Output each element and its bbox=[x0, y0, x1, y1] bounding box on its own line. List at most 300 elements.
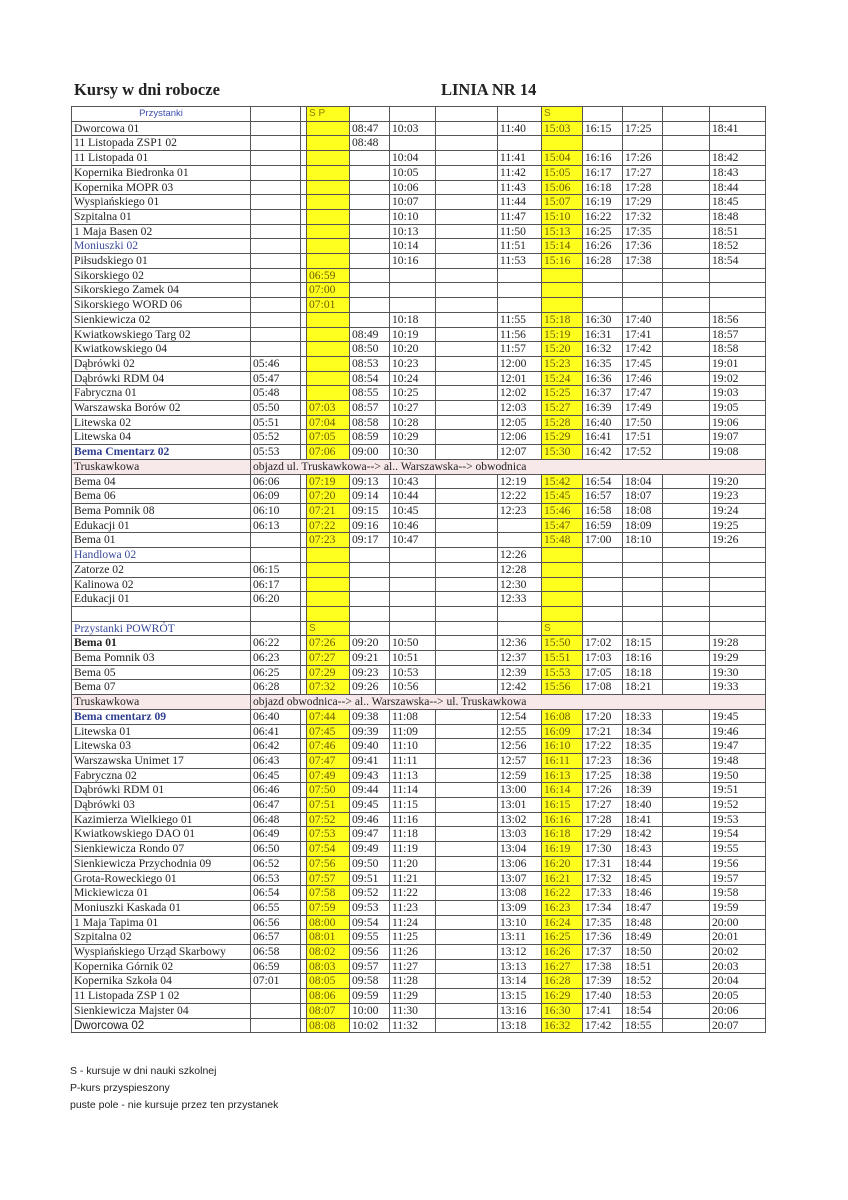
table-row bbox=[72, 283, 766, 298]
departure-time bbox=[307, 548, 350, 563]
departure-time: 18:52 bbox=[710, 239, 766, 254]
departure-time: 16:18 bbox=[542, 827, 583, 842]
stop-name: Dworcowa 01 bbox=[72, 121, 251, 136]
departure-time bbox=[710, 592, 766, 607]
departure-time bbox=[663, 121, 710, 136]
table-row bbox=[72, 445, 766, 460]
departure-time: 16:08 bbox=[542, 709, 583, 724]
departure-time: 17:50 bbox=[623, 415, 663, 430]
departure-time bbox=[542, 268, 583, 283]
departure-time bbox=[436, 121, 498, 136]
departure-time bbox=[436, 842, 498, 857]
departure-time bbox=[251, 312, 301, 327]
departure-time bbox=[350, 239, 390, 254]
departure-time bbox=[350, 209, 390, 224]
departure-time: 10:24 bbox=[390, 371, 436, 386]
table-row bbox=[72, 136, 766, 151]
stop-name: Truskawkowa bbox=[72, 459, 251, 474]
departure-time bbox=[390, 298, 436, 313]
departure-time: 17:00 bbox=[583, 533, 623, 548]
departure-time bbox=[251, 151, 301, 166]
departure-time bbox=[390, 592, 436, 607]
departure-time: 15:23 bbox=[542, 356, 583, 371]
departure-time bbox=[623, 606, 663, 621]
departure-time: 06:46 bbox=[251, 783, 301, 798]
departure-time: 06:41 bbox=[251, 724, 301, 739]
departure-time bbox=[663, 1003, 710, 1018]
departure-time bbox=[436, 651, 498, 666]
departure-time: 09:59 bbox=[350, 989, 390, 1004]
departure-time: 20:04 bbox=[710, 974, 766, 989]
stop-name: Litewska 02 bbox=[72, 415, 251, 430]
departure-time: 17:38 bbox=[623, 254, 663, 269]
departure-time: 10:29 bbox=[390, 430, 436, 445]
departure-time: 18:42 bbox=[710, 151, 766, 166]
stop-name: Sienkiewicza Majster 04 bbox=[72, 1003, 251, 1018]
column-flag bbox=[251, 621, 301, 636]
departure-time bbox=[623, 268, 663, 283]
departure-time: 11:27 bbox=[390, 959, 436, 974]
stop-name: Wyspiańskiego 01 bbox=[72, 195, 251, 210]
departure-time: 20:05 bbox=[710, 989, 766, 1004]
departure-time: 08:08 bbox=[307, 1018, 350, 1033]
departure-time: 13:11 bbox=[498, 930, 542, 945]
departure-time: 11:30 bbox=[390, 1003, 436, 1018]
departure-time bbox=[307, 371, 350, 386]
stop-name: Bema 05 bbox=[72, 665, 251, 680]
stop-name: Edukacji 01 bbox=[72, 518, 251, 533]
departure-time: 07:04 bbox=[307, 415, 350, 430]
departure-time: 17:36 bbox=[583, 930, 623, 945]
departure-time bbox=[350, 298, 390, 313]
departure-time: 17:08 bbox=[583, 680, 623, 695]
departure-time: 18:54 bbox=[710, 254, 766, 269]
departure-time: 13:07 bbox=[498, 871, 542, 886]
departure-time: 07:19 bbox=[307, 474, 350, 489]
departure-time bbox=[710, 577, 766, 592]
departure-time: 18:43 bbox=[623, 842, 663, 857]
departure-time: 13:03 bbox=[498, 827, 542, 842]
departure-time bbox=[390, 268, 436, 283]
departure-time: 05:50 bbox=[251, 401, 301, 416]
departure-time bbox=[436, 915, 498, 930]
departure-time: 17:03 bbox=[583, 651, 623, 666]
column-flag bbox=[350, 621, 390, 636]
departure-time bbox=[663, 165, 710, 180]
departure-time bbox=[350, 592, 390, 607]
table-row bbox=[72, 974, 766, 989]
departure-time: 09:49 bbox=[350, 842, 390, 857]
departure-time: 07:26 bbox=[307, 636, 350, 651]
departure-time bbox=[436, 753, 498, 768]
departure-time: 19:52 bbox=[710, 798, 766, 813]
departure-time bbox=[663, 518, 710, 533]
departure-time bbox=[710, 562, 766, 577]
departure-time: 11:47 bbox=[498, 209, 542, 224]
departure-time: 09:26 bbox=[350, 680, 390, 695]
departure-time bbox=[307, 577, 350, 592]
departure-time: 16:23 bbox=[542, 900, 583, 915]
table-row bbox=[72, 680, 766, 695]
departure-time: 06:22 bbox=[251, 636, 301, 651]
timetable bbox=[71, 106, 766, 1033]
departure-time: 06:13 bbox=[251, 518, 301, 533]
departure-time: 10:47 bbox=[390, 533, 436, 548]
departure-time: 10:23 bbox=[390, 356, 436, 371]
departure-time: 15:03 bbox=[542, 121, 583, 136]
departure-time: 08:01 bbox=[307, 930, 350, 945]
departure-time bbox=[307, 592, 350, 607]
departure-time: 15:51 bbox=[542, 651, 583, 666]
departure-time: 16:35 bbox=[583, 356, 623, 371]
departure-time: 18:52 bbox=[623, 974, 663, 989]
departure-time: 06:54 bbox=[251, 886, 301, 901]
stop-name: Dworcowa 02 bbox=[72, 1018, 251, 1033]
departure-time: 11:44 bbox=[498, 195, 542, 210]
table-row bbox=[72, 239, 766, 254]
departure-time bbox=[350, 180, 390, 195]
departure-time bbox=[436, 371, 498, 386]
departure-time: 07:52 bbox=[307, 812, 350, 827]
departure-time: 16:22 bbox=[583, 209, 623, 224]
departure-time: 11:20 bbox=[390, 856, 436, 871]
departure-time: 18:55 bbox=[623, 1018, 663, 1033]
departure-time: 11:14 bbox=[390, 783, 436, 798]
departure-time: 11:08 bbox=[390, 709, 436, 724]
departure-time: 17:40 bbox=[583, 989, 623, 1004]
departure-time: 19:26 bbox=[710, 533, 766, 548]
departure-time: 20:07 bbox=[710, 1018, 766, 1033]
departure-time: 17:42 bbox=[583, 1018, 623, 1033]
departure-time bbox=[350, 195, 390, 210]
departure-time bbox=[436, 489, 498, 504]
departure-time bbox=[350, 268, 390, 283]
departure-time: 07:23 bbox=[307, 533, 350, 548]
departure-time bbox=[663, 327, 710, 342]
departure-time: 07:27 bbox=[307, 651, 350, 666]
departure-time bbox=[663, 709, 710, 724]
return-header-row bbox=[72, 621, 766, 636]
departure-time bbox=[436, 268, 498, 283]
table-row bbox=[72, 165, 766, 180]
departure-time: 10:25 bbox=[390, 386, 436, 401]
departure-time bbox=[663, 503, 710, 518]
table-row bbox=[72, 1018, 766, 1033]
departure-time bbox=[436, 930, 498, 945]
departure-time bbox=[663, 798, 710, 813]
departure-time: 15:19 bbox=[542, 327, 583, 342]
departure-time: 17:47 bbox=[623, 386, 663, 401]
departure-time: 17:27 bbox=[583, 798, 623, 813]
departure-time: 19:59 bbox=[710, 900, 766, 915]
departure-time bbox=[663, 533, 710, 548]
departure-time: 15:48 bbox=[542, 533, 583, 548]
departure-time: 08:47 bbox=[350, 121, 390, 136]
departure-time bbox=[350, 562, 390, 577]
table-row bbox=[72, 224, 766, 239]
departure-time: 15:45 bbox=[542, 489, 583, 504]
column-flag: S bbox=[307, 621, 350, 636]
departure-time bbox=[623, 592, 663, 607]
departure-time: 16:25 bbox=[583, 224, 623, 239]
departure-time: 12:56 bbox=[498, 739, 542, 754]
departure-time: 08:55 bbox=[350, 386, 390, 401]
departure-time: 07:21 bbox=[307, 503, 350, 518]
stop-name: 11 Listopada ZSP 1 02 bbox=[72, 989, 251, 1004]
departure-time: 17:46 bbox=[623, 371, 663, 386]
table-row bbox=[72, 812, 766, 827]
column-flag bbox=[390, 107, 436, 122]
departure-time: 16:13 bbox=[542, 768, 583, 783]
departure-time: 18:34 bbox=[623, 724, 663, 739]
departure-time: 17:30 bbox=[583, 842, 623, 857]
departure-time: 17:33 bbox=[583, 886, 623, 901]
departure-time bbox=[663, 753, 710, 768]
departure-time: 17:29 bbox=[623, 195, 663, 210]
departure-time: 10:27 bbox=[390, 401, 436, 416]
departure-time: 16:22 bbox=[542, 886, 583, 901]
departure-time: 07:58 bbox=[307, 886, 350, 901]
departure-time: 09:51 bbox=[350, 871, 390, 886]
departure-time: 07:01 bbox=[251, 974, 301, 989]
departure-time: 12:03 bbox=[498, 401, 542, 416]
departure-time: 15:46 bbox=[542, 503, 583, 518]
departure-time bbox=[307, 606, 350, 621]
departure-time: 17:40 bbox=[623, 312, 663, 327]
departure-time: 07:03 bbox=[307, 401, 350, 416]
departure-time: 16:31 bbox=[583, 327, 623, 342]
departure-time: 08:00 bbox=[307, 915, 350, 930]
departure-time bbox=[251, 1003, 301, 1018]
departure-time: 06:10 bbox=[251, 503, 301, 518]
return-section-label: Przystanki POWRÓT bbox=[72, 621, 251, 636]
table-row bbox=[72, 268, 766, 283]
departure-time: 17:37 bbox=[583, 945, 623, 960]
stop-name: Kopernika MOPR 03 bbox=[72, 180, 251, 195]
stop-name: Kwiatkowskiego 04 bbox=[72, 342, 251, 357]
table-row bbox=[72, 798, 766, 813]
departure-time: 06:42 bbox=[251, 739, 301, 754]
page-title: Kursy w dni robocze bbox=[74, 80, 220, 99]
departure-time bbox=[436, 195, 498, 210]
table-row bbox=[72, 636, 766, 651]
departure-time bbox=[663, 842, 710, 857]
departure-time bbox=[663, 959, 710, 974]
departure-time bbox=[623, 577, 663, 592]
departure-time: 19:06 bbox=[710, 415, 766, 430]
departure-time bbox=[710, 268, 766, 283]
departure-time: 11:11 bbox=[390, 753, 436, 768]
departure-time bbox=[663, 254, 710, 269]
departure-time bbox=[498, 518, 542, 533]
table-row bbox=[72, 871, 766, 886]
table-row bbox=[72, 989, 766, 1004]
departure-time: 12:22 bbox=[498, 489, 542, 504]
stop-name: Warszawska Unimet 17 bbox=[72, 753, 251, 768]
departure-time: 16:28 bbox=[542, 974, 583, 989]
table-row bbox=[72, 930, 766, 945]
departure-time bbox=[436, 900, 498, 915]
departure-time: 12:54 bbox=[498, 709, 542, 724]
departure-time: 06:58 bbox=[251, 945, 301, 960]
departure-time bbox=[436, 224, 498, 239]
departure-time: 15:24 bbox=[542, 371, 583, 386]
column-flag bbox=[663, 621, 710, 636]
table-row bbox=[72, 768, 766, 783]
departure-time: 07:50 bbox=[307, 783, 350, 798]
departure-time: 07:20 bbox=[307, 489, 350, 504]
table-row bbox=[72, 724, 766, 739]
departure-time bbox=[663, 577, 710, 592]
departure-time: 07:57 bbox=[307, 871, 350, 886]
departure-time: 15:30 bbox=[542, 445, 583, 460]
departure-time: 19:33 bbox=[710, 680, 766, 695]
departure-time bbox=[498, 533, 542, 548]
departure-time: 17:36 bbox=[623, 239, 663, 254]
stop-name: Bema cmentarz 09 bbox=[72, 709, 251, 724]
departure-time bbox=[663, 871, 710, 886]
departure-time: 18:15 bbox=[623, 636, 663, 651]
stop-name: Bema 01 bbox=[72, 533, 251, 548]
departure-time: 11:09 bbox=[390, 724, 436, 739]
departure-time: 06:40 bbox=[251, 709, 301, 724]
departure-time bbox=[436, 592, 498, 607]
departure-time: 18:21 bbox=[623, 680, 663, 695]
departure-time bbox=[251, 195, 301, 210]
departure-time bbox=[436, 356, 498, 371]
stop-name: Kopernika Szkoła 04 bbox=[72, 974, 251, 989]
stop-name: Litewska 03 bbox=[72, 739, 251, 754]
departure-time bbox=[663, 371, 710, 386]
table-row bbox=[72, 151, 766, 166]
departure-time: 16:30 bbox=[542, 1003, 583, 1018]
departure-time bbox=[498, 268, 542, 283]
departure-time: 06:17 bbox=[251, 577, 301, 592]
departure-time: 17:26 bbox=[623, 151, 663, 166]
table-row bbox=[72, 665, 766, 680]
departure-time: 11:13 bbox=[390, 768, 436, 783]
line-number-title: LINIA NR 14 bbox=[441, 80, 537, 99]
table-row bbox=[72, 651, 766, 666]
stop-name: Sienkiewicza Przychodnia 09 bbox=[72, 856, 251, 871]
departure-time: 11:25 bbox=[390, 930, 436, 945]
departure-time: 13:10 bbox=[498, 915, 542, 930]
departure-time: 19:20 bbox=[710, 474, 766, 489]
departure-time: 12:37 bbox=[498, 651, 542, 666]
departure-time: 13:16 bbox=[498, 1003, 542, 1018]
departure-time bbox=[436, 871, 498, 886]
departure-time: 18:47 bbox=[623, 900, 663, 915]
departure-time: 10:50 bbox=[390, 636, 436, 651]
departure-time bbox=[663, 680, 710, 695]
departure-time: 09:20 bbox=[350, 636, 390, 651]
departure-time bbox=[436, 298, 498, 313]
departure-time bbox=[436, 151, 498, 166]
departure-time: 05:52 bbox=[251, 430, 301, 445]
departure-time bbox=[436, 254, 498, 269]
departure-time bbox=[307, 224, 350, 239]
stop-name: Dąbrówki RDM 04 bbox=[72, 371, 251, 386]
departure-time: 17:20 bbox=[583, 709, 623, 724]
stop-name: Sikorskiego WORD 06 bbox=[72, 298, 251, 313]
departure-time bbox=[350, 151, 390, 166]
departure-time: 10:04 bbox=[390, 151, 436, 166]
departure-time bbox=[436, 724, 498, 739]
table-row bbox=[72, 195, 766, 210]
departure-time bbox=[663, 268, 710, 283]
departure-time: 10:43 bbox=[390, 474, 436, 489]
table-row bbox=[72, 915, 766, 930]
departure-time: 06:53 bbox=[251, 871, 301, 886]
departure-time: 13:15 bbox=[498, 989, 542, 1004]
departure-time: 18:18 bbox=[623, 665, 663, 680]
stop-name: Litewska 01 bbox=[72, 724, 251, 739]
departure-time: 12:59 bbox=[498, 768, 542, 783]
table-row bbox=[72, 886, 766, 901]
departure-time: 16:17 bbox=[583, 165, 623, 180]
departure-time: 06:57 bbox=[251, 930, 301, 945]
stop-name: Szpitalna 01 bbox=[72, 209, 251, 224]
departure-time: 15:06 bbox=[542, 180, 583, 195]
departure-time: 09:58 bbox=[350, 974, 390, 989]
departure-time: 17:26 bbox=[583, 783, 623, 798]
departure-time bbox=[350, 606, 390, 621]
departure-time: 12:55 bbox=[498, 724, 542, 739]
departure-time: 09:14 bbox=[350, 489, 390, 504]
table-row bbox=[72, 945, 766, 960]
departure-time: 06:28 bbox=[251, 680, 301, 695]
table-row bbox=[72, 827, 766, 842]
departure-time: 09:53 bbox=[350, 900, 390, 915]
departure-time bbox=[436, 209, 498, 224]
departure-time: 06:20 bbox=[251, 592, 301, 607]
departure-time: 10:00 bbox=[350, 1003, 390, 1018]
departure-time: 13:04 bbox=[498, 842, 542, 857]
stop-name: Grota-Roweckiego 01 bbox=[72, 871, 251, 886]
departure-time bbox=[436, 856, 498, 871]
departure-time: 11:57 bbox=[498, 342, 542, 357]
table-row bbox=[72, 254, 766, 269]
departure-time: 18:53 bbox=[623, 989, 663, 1004]
departure-time: 15:50 bbox=[542, 636, 583, 651]
departure-time bbox=[498, 606, 542, 621]
departure-time: 17:32 bbox=[623, 209, 663, 224]
departure-time: 18:48 bbox=[710, 209, 766, 224]
table-row bbox=[72, 959, 766, 974]
stop-name: Dąbrówki RDM 01 bbox=[72, 783, 251, 798]
departure-time: 12:06 bbox=[498, 430, 542, 445]
departure-time bbox=[436, 430, 498, 445]
departure-time bbox=[663, 915, 710, 930]
departure-time: 10:07 bbox=[390, 195, 436, 210]
departure-time bbox=[436, 989, 498, 1004]
departure-time: 12:30 bbox=[498, 577, 542, 592]
departure-time bbox=[350, 577, 390, 592]
departure-time bbox=[350, 254, 390, 269]
departure-time: 09:15 bbox=[350, 503, 390, 518]
departure-time bbox=[251, 180, 301, 195]
departure-time: 19:03 bbox=[710, 386, 766, 401]
departure-time: 06:55 bbox=[251, 900, 301, 915]
departure-time: 18:08 bbox=[623, 503, 663, 518]
departure-time bbox=[390, 136, 436, 151]
departure-time bbox=[307, 342, 350, 357]
departure-time: 09:54 bbox=[350, 915, 390, 930]
departure-time: 09:46 bbox=[350, 812, 390, 827]
departure-time: 11:40 bbox=[498, 121, 542, 136]
departure-time bbox=[251, 533, 301, 548]
departure-time: 19:01 bbox=[710, 356, 766, 371]
